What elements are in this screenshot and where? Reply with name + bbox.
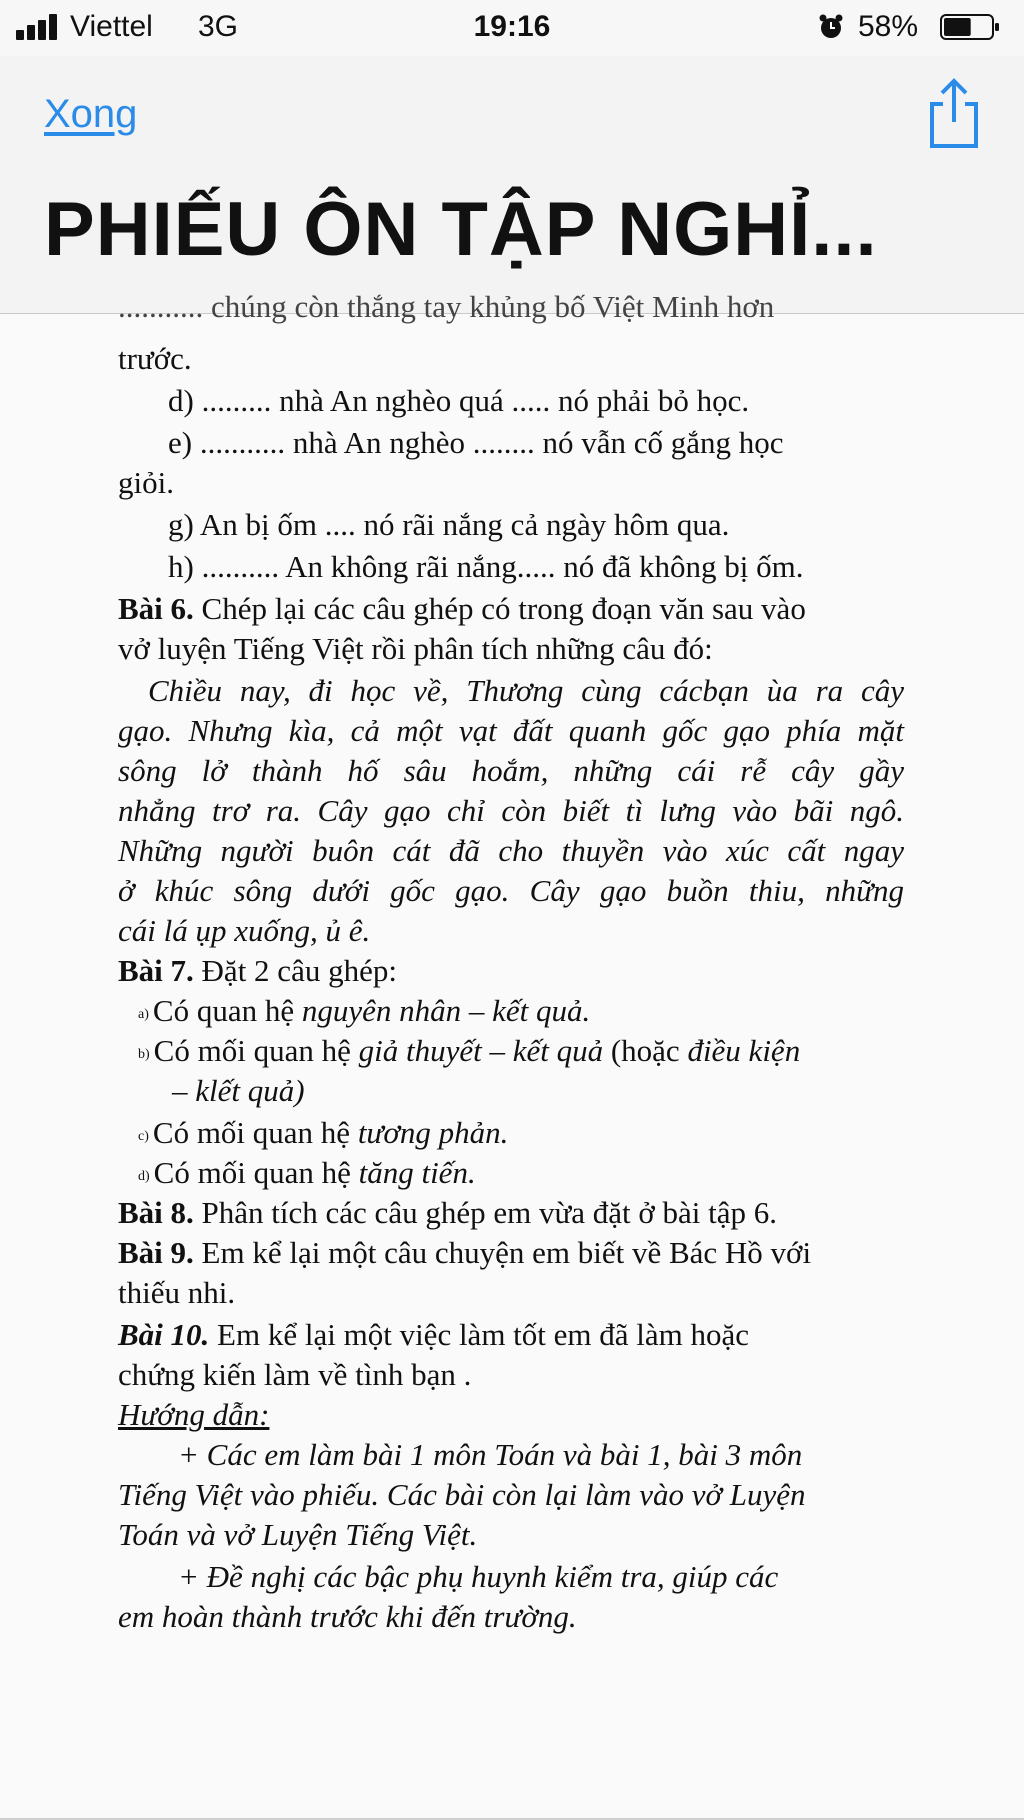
- bai-7-text: Đặt 2 câu ghép:: [193, 953, 397, 988]
- cut-off-line: ........... chúng còn thắng tay khủng bố Việt Minh hơn: [118, 289, 775, 324]
- bai-6-label: Bài 6.: [118, 591, 194, 626]
- bai-10-heading: [118, 1316, 749, 1354]
- list-text: Có mối quan hệ: [153, 1033, 359, 1068]
- bai-9-heading: [118, 1234, 811, 1272]
- passage-line: sông lở thành hố sâu hoắm, những cái rễ cây gầy: [118, 753, 904, 788]
- done-button[interactable]: Xong: [44, 92, 138, 136]
- bai-8-text: Phân tích các câu ghép em vừa đặt ở bài tập 6.: [193, 1195, 778, 1230]
- list-italic: nguyên nhân – kết quả.: [301, 993, 591, 1028]
- text-line: giỏi.: [118, 465, 174, 500]
- share-icon[interactable]: [924, 76, 984, 152]
- bai-9-label: Bài 9.: [118, 1235, 194, 1270]
- passage-line: Chiều nay, đi học về, Thương cùng cácbạn ùa ra cây: [148, 673, 904, 708]
- bai-7-label: Bài 7.: [118, 953, 194, 988]
- document-page[interactable]: [0, 289, 1024, 1820]
- list-marker: a): [138, 1007, 149, 1022]
- exercise-item-e: e) ........... nhà An nghèo ........ nó vẫn cố gắng học: [168, 425, 784, 460]
- guide-note: + Đề nghị các bậc phụ huynh kiểm tra, giúp các: [178, 1559, 779, 1594]
- bai-6-heading: [118, 590, 806, 628]
- text-line: thiếu nhi.: [118, 1275, 236, 1310]
- bai-8-label: Bài 8.: [118, 1195, 194, 1230]
- list-item-c: [138, 1114, 508, 1156]
- guide-note: em hoàn thành trước khi đến trường.: [118, 1599, 577, 1634]
- list-text: (hoặc: [603, 1033, 688, 1068]
- battery-percent: 58%: [858, 10, 919, 43]
- list-italic: điều kiện: [687, 1033, 801, 1068]
- list-item-b: [138, 1032, 800, 1074]
- status-time: 19:16: [473, 10, 551, 43]
- guide-note: Tiếng Việt vào phiếu. Các bài còn lại làm vào vở Luyện: [118, 1477, 806, 1512]
- bai-10-text: Em kể lại một việc làm tốt em đã làm hoặc: [209, 1317, 750, 1352]
- text-line: trước.: [118, 341, 192, 376]
- passage-line: cái lá ụp xuống, ủ ê.: [118, 913, 371, 948]
- list-marker: b): [138, 1047, 150, 1062]
- exercise-item-h: h) .......... An không rãi nắng..... nó đã không bị ốm.: [168, 549, 804, 584]
- passage-line: nhẳng trơ ra. Cây gạo chỉ còn biết tì lưng vào bãi ngô.: [118, 793, 904, 828]
- list-italic: tăng tiến.: [358, 1155, 476, 1190]
- nav-bar: [0, 56, 1024, 314]
- list-marker: c): [138, 1129, 149, 1144]
- text-line: vở luyện Tiếng Việt rồi phân tích những câu đó:: [118, 631, 713, 666]
- exercise-item-d: d) ......... nhà An nghèo quá ..... nó phải bỏ học.: [168, 383, 750, 418]
- bai-8-heading: [118, 1194, 777, 1232]
- text-line: chứng kiến làm về tình bạn .: [118, 1357, 472, 1392]
- guide-note: + Các em làm bài 1 môn Toán và bài 1, bài 3 môn: [178, 1437, 803, 1472]
- list-italic: giả thuyết – kết quả: [358, 1033, 604, 1068]
- guide-heading: Hướng dẫn:: [118, 1397, 270, 1432]
- passage-line: gạo. Nhưng kìa, cả một vạt đất quanh gốc gạo phía mặt: [118, 713, 904, 748]
- passage-line: ở khúc sông dưới gốc gạo. Cây gạo buồn thiu, những: [118, 873, 904, 908]
- list-item-a: [138, 992, 590, 1034]
- bai-10-label: Bài 10.: [118, 1317, 210, 1352]
- list-italic: tương phản.: [357, 1115, 509, 1150]
- network-type: 3G: [198, 10, 239, 43]
- list-text: Có mối quan hệ: [153, 1155, 359, 1190]
- list-item-d: [138, 1154, 476, 1196]
- passage-line: Những người buôn cát đã cho thuyền vào xúc cất ngay: [118, 833, 904, 868]
- document-title: PHIẾU ÔN TẬP NGHỈ...: [44, 187, 878, 272]
- exercise-item-g: g) An bị ốm .... nó rãi nắng cả ngày hôm qua.: [168, 507, 730, 542]
- guide-note: Toán và vở Luyện Tiếng Việt.: [118, 1517, 478, 1552]
- bai-6-text: Chép lại các câu ghép có trong đoạn văn sau vào: [193, 591, 806, 626]
- battery-icon: [940, 14, 1000, 40]
- list-item-b-continued: – klết quả): [172, 1073, 305, 1108]
- list-text: Có mối quan hệ: [152, 1115, 358, 1150]
- list-text: Có quan hệ: [152, 993, 302, 1028]
- alarm-icon: [818, 14, 844, 40]
- bai-7-heading: [118, 952, 397, 990]
- list-marker: d): [138, 1169, 150, 1184]
- bai-9-text: Em kể lại một câu chuyện em biết về Bác Hồ với: [193, 1235, 812, 1270]
- carrier-name: Viettel: [70, 10, 153, 43]
- status-bar: [0, 0, 1024, 56]
